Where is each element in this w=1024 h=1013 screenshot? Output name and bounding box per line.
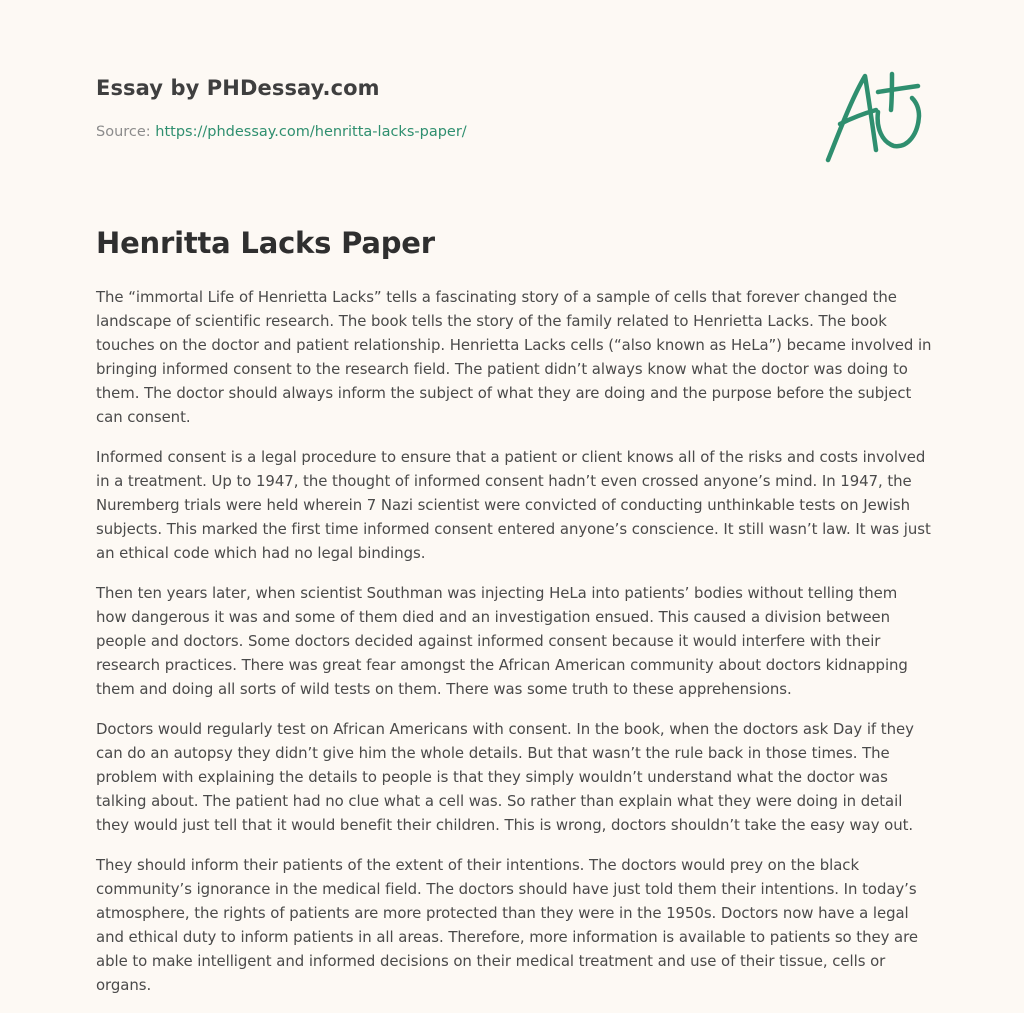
source-link[interactable]: https://phdessay.com/henritta-lacks-paper/	[155, 124, 467, 140]
essay-body	[96, 285, 932, 1013]
essay-paragraph: Doctors would regularly test on African Americans with consent. In the book, when the doctors ask Day if they can do an autopsy they didn’t give him the whole details. But that wasn’t the rule back in those times. The problem with explaining the details to people is that they simply wouldn’t understand what the doctor was talking about. The patient had no clue what a cell was. So rather than explain what they were doing in detail they would just tell that it would benefit their children. This is wrong, doctors shouldn’t take the easy way out.	[96, 720, 914, 834]
essay-paragraph: Then ten years later, when scientist Southman was injecting HeLa into patients’ bodies without telling them how dangerous it was and some of them died and an investigation ensued. This caused a division between people and doctors. Some doctors decided against informed consent because it would interfere with their research practices. There was great fear amongst the African American community about doctors kidnapping them and doing all sorts of wild tests on them. There was some truth to these apprehensions.	[96, 584, 908, 698]
essay-paragraph: They should inform their patients of the extent of their intentions. The doctors would prey on the black community’s ignorance in the medical field. The doctors should have just told them their intentions. In today’s atmosphere, the rights of patients are more protected than they were in the 1950s. Doctors now have a legal and ethical duty to inform patients in all areas. Therefore, more information is available to patients so they are able to make intelligent and informed decisions on their medical treatment and use of their tissue, cells or organs.	[96, 856, 918, 994]
source-line	[96, 124, 467, 140]
essay-paragraph: Informed consent is a legal procedure to ensure that a patient or client knows all of the risks and costs involved in a treatment. Up to 1947, the thought of informed consent hadn’t even crossed anyone’s mind. In 1947, the Nuremberg trials were held wherein 7 Nazi scientist were convicted of conducting unthinkable tests on Jewish subjects. This marked the first time informed consent entered anyone’s conscience. It still wasn’t law. It was just an ethical code which had no legal bindings.	[96, 448, 931, 562]
site-brand: Essay by PHDessay.com	[96, 76, 380, 100]
a-plus-logo-icon	[818, 64, 930, 168]
source-label: Source:	[96, 124, 151, 140]
page-title: Henritta Lacks Paper	[96, 226, 435, 260]
essay-paragraph: The “immortal Life of Henrietta Lacks” tells a fascinating story of a sample of cells that forever changed the landscape of scientific research. The book tells the story of the family related to Henrietta Lacks. The book touches on the doctor and patient relationship. Henrietta Lacks cells (“also known as HeLa”) became involved in bringing informed consent to the research field. The patient didn’t always know what the doctor was doing to them. The doctor should always inform the subject of what they are doing and the purpose before the subject can consent.	[96, 288, 932, 426]
